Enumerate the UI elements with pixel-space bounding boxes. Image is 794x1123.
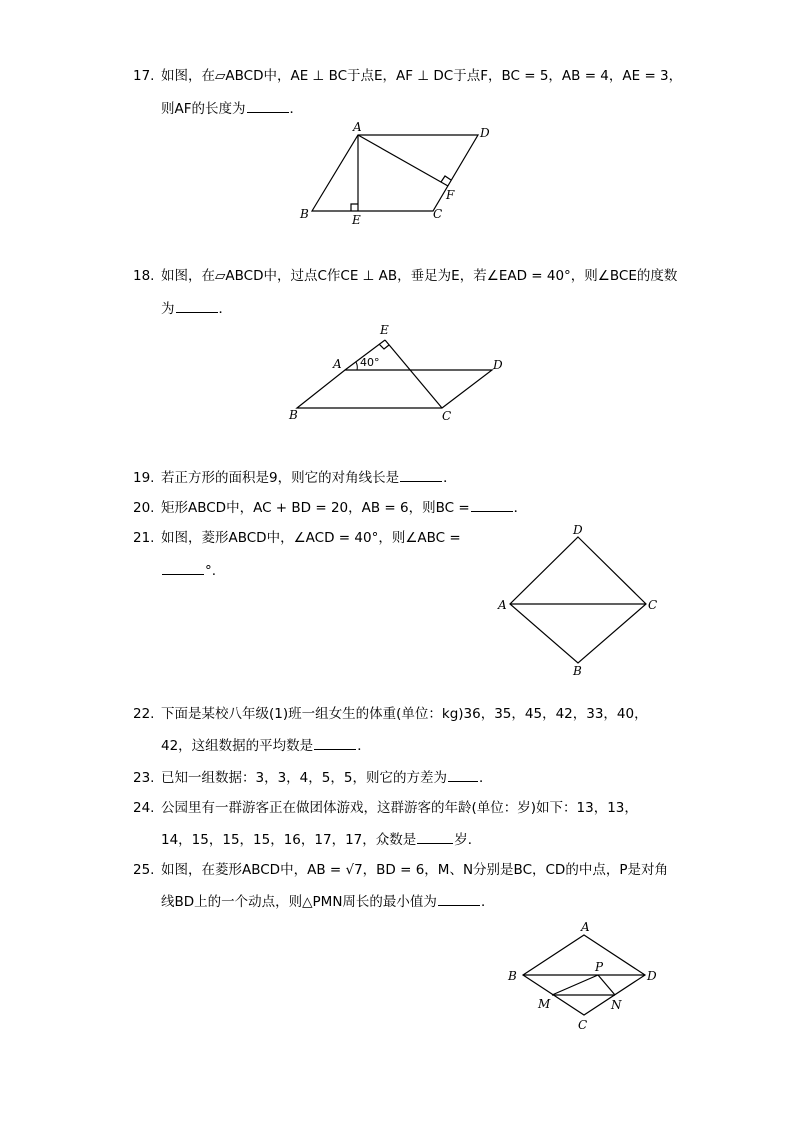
q25-figure	[500, 918, 670, 1038]
angle-label: 40°	[360, 356, 380, 369]
answer-blank[interactable]	[417, 829, 453, 844]
q18-line2	[161, 298, 232, 319]
label-a: A	[498, 598, 507, 612]
question-number: 23.	[133, 770, 155, 786]
label-c: C	[578, 1018, 588, 1032]
q22-line1	[133, 704, 648, 724]
q24-line1	[133, 798, 638, 818]
q20-line	[133, 497, 527, 518]
answer-blank[interactable]	[400, 467, 442, 482]
question-number: 22.	[133, 706, 155, 722]
rhombus	[510, 537, 646, 663]
label-b: B	[300, 207, 309, 221]
q24-line2	[161, 829, 481, 850]
right-angle-e	[351, 204, 358, 211]
q17-figure	[290, 120, 510, 230]
label-d: D	[493, 358, 503, 372]
q21-line2	[161, 560, 216, 581]
segment-mp	[552, 975, 598, 995]
label-m: M	[538, 997, 551, 1011]
question-number: 17.	[133, 68, 155, 84]
q25-text: 如图，在菱形ABCD中，AB = √7，BD = 6，M、N分别是BC，CD的中点，P是对角	[161, 862, 668, 878]
q18-figure	[280, 320, 510, 425]
label-a: A	[581, 920, 590, 934]
q23-punct: ．	[478, 770, 493, 786]
right-angle-f	[441, 176, 451, 182]
label-c: C	[442, 409, 452, 423]
answer-blank[interactable]	[471, 497, 513, 512]
answer-blank[interactable]	[247, 98, 289, 113]
q24-text: 公园里有一群游客正在做团体游戏，这群游客的年龄(单位：岁)如下：13，13，	[161, 800, 638, 816]
answer-blank[interactable]	[314, 735, 356, 750]
answer-blank[interactable]	[438, 891, 480, 906]
label-d: D	[647, 969, 657, 983]
q25-line2	[161, 891, 494, 912]
q18-punct: ．	[218, 301, 232, 317]
segment-af	[358, 135, 448, 186]
label-b: B	[289, 408, 298, 422]
parallelogram	[297, 370, 492, 408]
q22-line2	[161, 735, 371, 756]
q22-text-2: 42，这组数据的平均数是	[161, 738, 314, 754]
q17-line2	[161, 98, 303, 119]
label-a: A	[333, 357, 342, 371]
label-c: C	[433, 207, 443, 221]
q19-text: 若正方形的面积是9，则它的对角线长是	[161, 470, 400, 486]
q24-punct: 岁．	[454, 832, 482, 848]
q21-punct: °.	[205, 563, 217, 579]
q21-line1	[133, 528, 461, 548]
angle-arc	[356, 362, 357, 370]
q23-text: 已知一组数据：3，3，4，5，5，则它的方差为	[161, 770, 447, 786]
question-number: 24.	[133, 800, 155, 816]
q20-punct: ．	[513, 500, 528, 516]
answer-blank[interactable]	[162, 560, 204, 575]
q19-line	[133, 467, 457, 488]
q24-text-2: 14，15，15，15，16，17，17，众数是	[161, 832, 417, 848]
label-d: D	[573, 523, 583, 537]
q17-text-2: 则AF的长度为	[161, 101, 246, 117]
label-e: E	[352, 213, 361, 227]
segment-pn	[598, 975, 615, 995]
q21-text: 如图，菱形ABCD中，∠ACD = 40°，则∠ABC =	[161, 530, 461, 546]
q25-text-2: 线BD上的一个动点，则△PMN周长的最小值为	[161, 894, 437, 910]
q23-line	[133, 767, 492, 788]
label-c: C	[648, 598, 658, 612]
q25-punct: ．	[480, 894, 495, 910]
q17-text: 如图，在▱ABCD中，AE ⊥ BC于点E，AF ⊥ DC于点F，BC = 5，AB = 4，AE = 3，	[161, 68, 683, 84]
q17-line1	[133, 66, 682, 86]
right-angle-e	[379, 344, 389, 349]
label-d: D	[480, 126, 490, 140]
label-n: N	[611, 998, 622, 1012]
question-number: 25.	[133, 862, 155, 878]
label-e: E	[380, 323, 389, 337]
label-p: P	[595, 960, 604, 974]
question-number: 20.	[133, 500, 155, 516]
q18-text: 如图，在▱ABCD中，过点C作CE ⊥ AB，垂足为E，若∠EAD = 40°，则∠BCE的度数	[161, 268, 678, 284]
segment-ce	[385, 340, 442, 408]
q25-line1	[133, 860, 668, 880]
q22-punct: ．	[357, 738, 371, 754]
question-number: 19.	[133, 470, 155, 486]
label-a: A	[353, 120, 362, 134]
answer-blank[interactable]	[448, 767, 478, 782]
answer-blank[interactable]	[176, 298, 218, 313]
q19-punct: ．	[443, 470, 457, 486]
q18-text-2: 为	[161, 301, 175, 317]
q17-punct: ．	[289, 101, 304, 117]
q18-line1	[133, 266, 677, 286]
label-b: B	[508, 969, 517, 983]
q20-text: 矩形ABCD中，AC + BD = 20，AB = 6，则BC =	[161, 500, 470, 516]
question-number: 18.	[133, 268, 155, 284]
q22-text: 下面是某校八年级(1)班一组女生的体重(单位：kg)36，35，45，42，33，40，	[161, 706, 648, 722]
label-f: F	[446, 188, 455, 202]
label-b: B	[573, 664, 582, 678]
question-number: 21.	[133, 530, 155, 546]
q21-figure	[490, 525, 670, 680]
